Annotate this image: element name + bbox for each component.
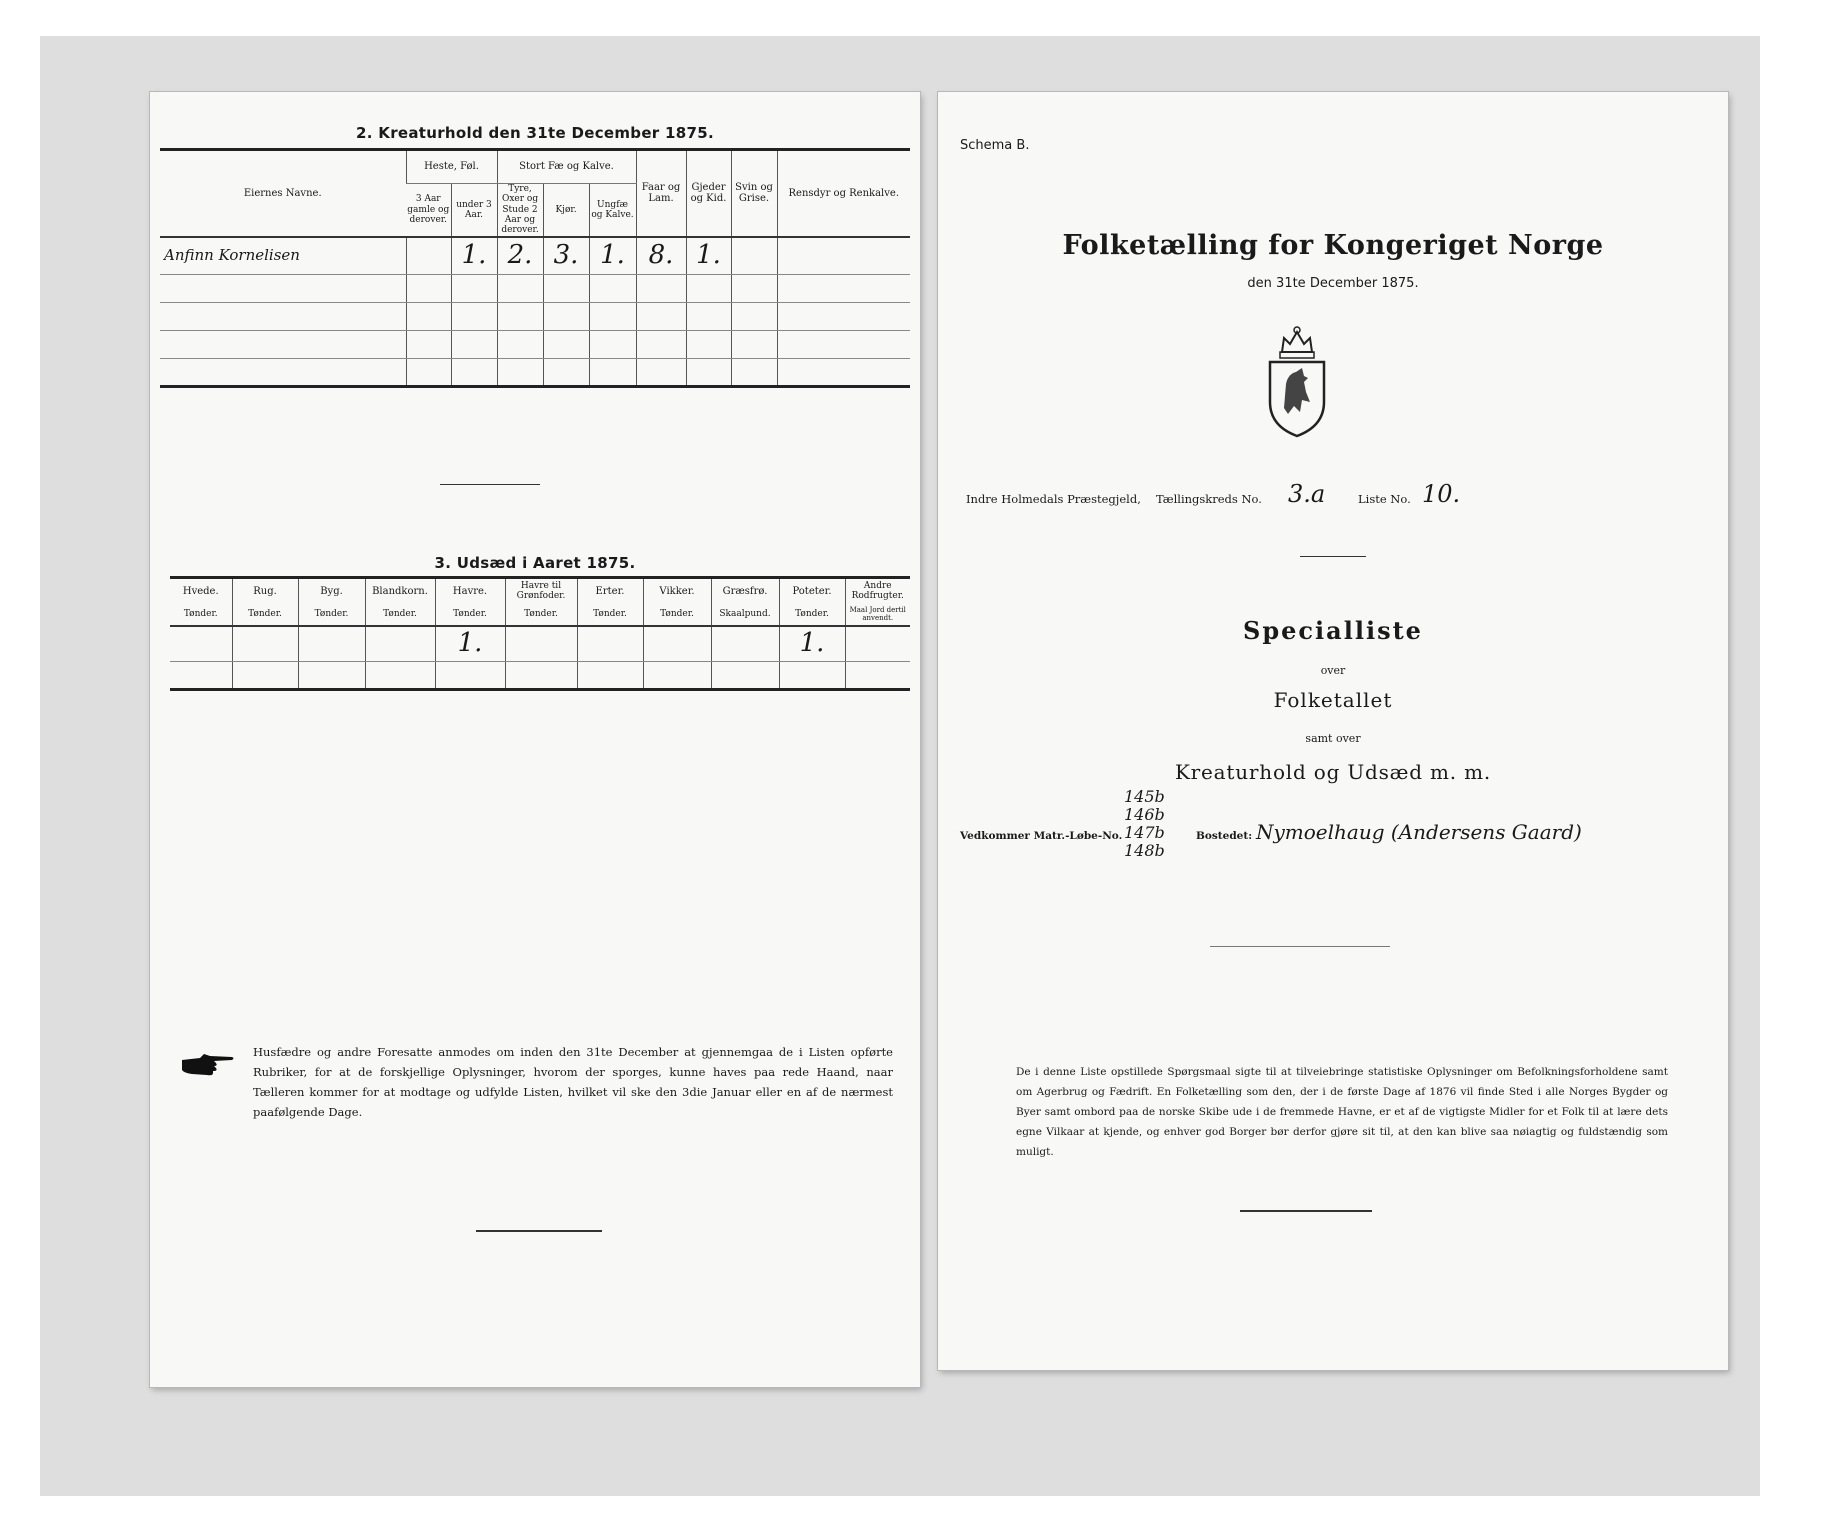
unit-label: Tønder.	[505, 604, 577, 626]
section-2-title: 2. Kreaturhold den 31te December 1875.	[356, 124, 714, 142]
table-row	[160, 359, 910, 387]
col-header: Rug.	[232, 578, 298, 604]
list-value: 10.	[1422, 480, 1461, 508]
col-header: Byg.	[298, 578, 365, 604]
table-row	[170, 626, 910, 662]
over-label: over	[1320, 664, 1346, 677]
table-cell	[643, 626, 711, 662]
bulls-header: Tyre, Oxer og Stude 2 Aar og derover.	[497, 184, 543, 237]
table-cell	[577, 626, 643, 662]
young-cattle-header: Ungfæ og Kalve.	[589, 184, 636, 237]
horses-3yr-header: 3 Aar gamle og derover.	[406, 184, 451, 237]
table-cell: 8.	[636, 237, 686, 275]
matr-value: 147b	[1124, 823, 1165, 842]
col-header: Havre til Grønfoder.	[505, 578, 577, 604]
divider	[1300, 556, 1366, 557]
col-header: Vikker.	[643, 578, 711, 604]
district-label: Tællingskreds No.	[1156, 492, 1262, 506]
matr-value: 145b	[1124, 787, 1165, 806]
unit-label: Tønder.	[298, 604, 365, 626]
owner-header: Eiernes Navne.	[160, 150, 406, 237]
cows-header: Kjør.	[543, 184, 589, 237]
table-cell: 3.	[543, 237, 589, 275]
table-row	[160, 237, 910, 275]
col-header: Poteter.	[779, 578, 845, 604]
samt-over-label: samt over	[1305, 732, 1361, 745]
table-cell	[711, 626, 779, 662]
unit-label: Skaalpund.	[711, 604, 779, 626]
table-cell	[777, 237, 910, 275]
col-header: Græsfrø.	[711, 578, 779, 604]
matr-value: 148b	[1124, 841, 1165, 860]
goats-header: Gjeder og Kid.	[686, 150, 731, 237]
table-cell: 1.	[779, 626, 845, 662]
col-header: Erter.	[577, 578, 643, 604]
table-cell	[505, 626, 577, 662]
matr-values	[1124, 788, 1184, 860]
table-cell	[170, 626, 232, 662]
owner-name: Anfinn Kornelisen	[160, 237, 406, 275]
parish-name: Indre Holmedals Præstegjeld,	[966, 492, 1141, 506]
livestock-table	[160, 148, 910, 388]
right-page	[938, 92, 1728, 1370]
table-cell	[365, 626, 435, 662]
bosted-label: Bostedet:	[1196, 830, 1253, 842]
bosted-value: Nymoelhaug (Andersens Gaard)	[1256, 820, 1582, 844]
col-header: Andre Rodfrugter.	[845, 578, 910, 604]
kreatur-label: Kreaturhold og Udsæd m. m.	[1174, 760, 1492, 784]
table-cell	[406, 237, 451, 275]
col-header: Havre.	[435, 578, 505, 604]
table-row	[160, 275, 910, 303]
pointing-hand-icon	[180, 1052, 236, 1078]
pigs-header: Svin og Grise.	[731, 150, 777, 237]
section-3-title: 3. Udsæd i Aaret 1875.	[434, 554, 636, 572]
footnote-text: De i denne Liste opstillede Spørgsmaal sigte til at tilveiebringe statistiske Oplysninger om Befolkningsforholdene samt om Agerbrug og Fædrift. En Folketælling som den, der i de første Dage af 1876 vil finde Sted i alle Norges Bygder og Byer samt ombord paa de norske Skibe ude i de fremmede Havne, er et af de vigtigste Midler for et Folk til at lære dets egne Vilkaar at kjende, og enhver god Borger bør derfor gjøre sit til, at den kan blive saa nøiagtig og fuldstændig som muligt.	[1016, 1066, 1668, 1158]
table-cell: 2.	[497, 237, 543, 275]
special-title: Specialliste	[1243, 616, 1423, 645]
table-cell	[298, 626, 365, 662]
unit-label: Tønder.	[577, 604, 643, 626]
table-row	[160, 331, 910, 359]
divider	[440, 484, 540, 485]
form-title: Folketælling for Kongeriget Norge	[1062, 230, 1604, 261]
seed-table	[170, 576, 910, 691]
notice-text: Husfædre og andre Foresatte anmodes om inden den 31te December at gjennemgaa de i Listen opførte Rubriker, for at de forskjellige Oplysninger, hvorom der sporges, kunne haves paa rede Haand, naar Tælleren kommer for at modtage og udfylde Listen, hvilket vil ske den 3die Januar eller en af de nærmest paafølgende Dage.	[253, 1045, 893, 1119]
col-header: Blandkorn.	[365, 578, 435, 604]
table-cell: 1.	[435, 626, 505, 662]
unit-label: Tønder.	[170, 604, 232, 626]
reindeer-header: Rensdyr og Renkalve.	[777, 150, 910, 237]
table-row	[170, 662, 910, 690]
unit-label: Tønder.	[779, 604, 845, 626]
col-header: Hvede.	[170, 578, 232, 604]
unit-label: Tønder.	[232, 604, 298, 626]
divider	[1210, 946, 1390, 947]
list-label: Liste No.	[1358, 492, 1411, 506]
divider	[476, 1230, 602, 1232]
matr-value: 146b	[1124, 805, 1165, 824]
unit-label: Tønder.	[365, 604, 435, 626]
matr-label: Vedkommer Matr.-Løbe-No.	[960, 830, 1123, 842]
horses-under3-header: under 3 Aar.	[451, 184, 497, 237]
district-value: 3.a	[1288, 480, 1326, 508]
horses-header: Heste, Føl.	[406, 150, 497, 184]
left-page	[150, 92, 920, 1387]
form-date: den 31te December 1875.	[1247, 276, 1419, 291]
table-cell	[731, 237, 777, 275]
folketallet-label: Folketallet	[1273, 688, 1393, 712]
schema-label: Schema B.	[960, 138, 1030, 153]
table-cell: 1.	[589, 237, 636, 275]
table-cell	[845, 626, 910, 662]
divider	[1240, 1210, 1372, 1212]
unit-label: Tønder.	[435, 604, 505, 626]
table-cell	[232, 626, 298, 662]
table-row	[160, 303, 910, 331]
parish-line	[966, 480, 1706, 514]
unit-label: Maal Jord dertil anvendt.	[845, 604, 910, 626]
cattle-header: Stort Fæ og Kalve.	[497, 150, 636, 184]
table-cell: 1.	[686, 237, 731, 275]
sheep-header: Faar og Lam.	[636, 150, 686, 237]
coat-of-arms-icon	[1262, 322, 1332, 440]
table-cell: 1.	[451, 237, 497, 275]
unit-label: Tønder.	[643, 604, 711, 626]
